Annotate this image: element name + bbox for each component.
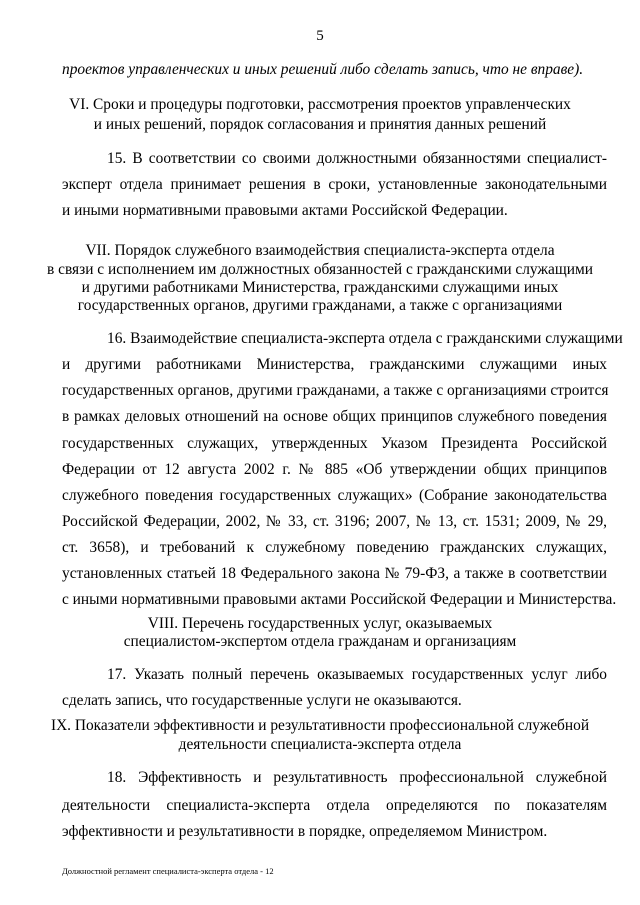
heading-line: деятельности специалиста-эксперта отдела	[178, 736, 462, 753]
paragraph-line: 18. Эффективность и результативность профессиональной служебной	[107, 769, 607, 786]
heading-line: государственных органов, другими гражданами, а также с организациями	[77, 297, 563, 314]
paragraph-line: государственных органов, другими гражданами, а также с организациями строится	[62, 382, 609, 399]
intro-line: проектов управленческих и иных решений либо сделать запись, что не вправе).	[62, 61, 584, 78]
heading-line: VII. Порядок служебного взаимодействия специалиста-эксперта отдела	[85, 242, 555, 259]
paragraph-line: служебного поведения государственных служащих» (Собрание законодательства	[62, 487, 607, 504]
page-number: 5	[316, 28, 324, 44]
paragraph-line: ст. 3658), и требований к служебному поведению гражданских служащих,	[62, 539, 607, 556]
paragraph-line: 15. В соответствии со своими должностными обязанностями специалист-	[107, 150, 607, 167]
heading-line: VI. Сроки и процедуры подготовки, рассмотрения проектов управленческих	[69, 96, 571, 113]
footer-text: Должностной регламент специалиста-эксперта отдела - 12	[62, 866, 274, 876]
heading-line: IX. Показатели эффективности и результативности профессиональной служебной	[50, 717, 590, 734]
heading-line: и другими работниками Министерства, гражданскими служащими иных	[81, 279, 559, 296]
paragraph-line: и другими работниками Министерства, гражданскими служащими иных	[62, 356, 607, 373]
paragraph-line: деятельности специалиста-эксперта отдела определяются по показателям	[62, 797, 607, 814]
heading-line: в связи с исполнением им должностных обязанностей с гражданскими служащими	[47, 261, 593, 278]
paragraph-line: эффективности и результативности в порядке, определяемом Министром.	[62, 823, 548, 840]
paragraph-line: 16. Взаимодействие специалиста-эксперта отдела с гражданскими служащими	[107, 330, 623, 347]
paragraph-line: Федерации от 12 августа 2002 г. № 885 «Об утверждении общих принципов	[62, 461, 607, 478]
paragraph-line: в рамках деловых отношений на основе общих принципов служебного поведения	[62, 408, 607, 425]
heading-line: и иных решений, порядок согласования и принятия данных решений	[93, 116, 547, 133]
paragraph-line: государственных служащих, утвержденных Указом Президента Российской	[62, 435, 607, 452]
paragraph-line: установленных статьей 18 Федерального закона № 79-ФЗ, а также в соответствии	[62, 565, 607, 582]
paragraph-line: Российской Федерации, 2002, № 33, ст. 3196; 2007, № 13, ст. 1531; 2009, № 29,	[62, 513, 607, 530]
paragraph-line: сделать запись, что государственные услуги не оказываются.	[62, 692, 462, 709]
paragraph-line: и иными нормативными правовыми актами Российской Федерации.	[62, 202, 508, 219]
heading-line: VIII. Перечень государственных услуг, оказываемых	[147, 615, 493, 632]
paragraph-line: эксперт отдела принимает решения в сроки, установленные законодательными	[62, 176, 607, 193]
heading-line: специалистом-экспертом отдела гражданам и организациям	[123, 633, 517, 650]
paragraph-line: с иными нормативными правовыми актами Российской Федерации и Министерства.	[62, 591, 617, 608]
paragraph-line: 17. Указать полный перечень оказываемых государственных услуг либо	[107, 666, 607, 683]
